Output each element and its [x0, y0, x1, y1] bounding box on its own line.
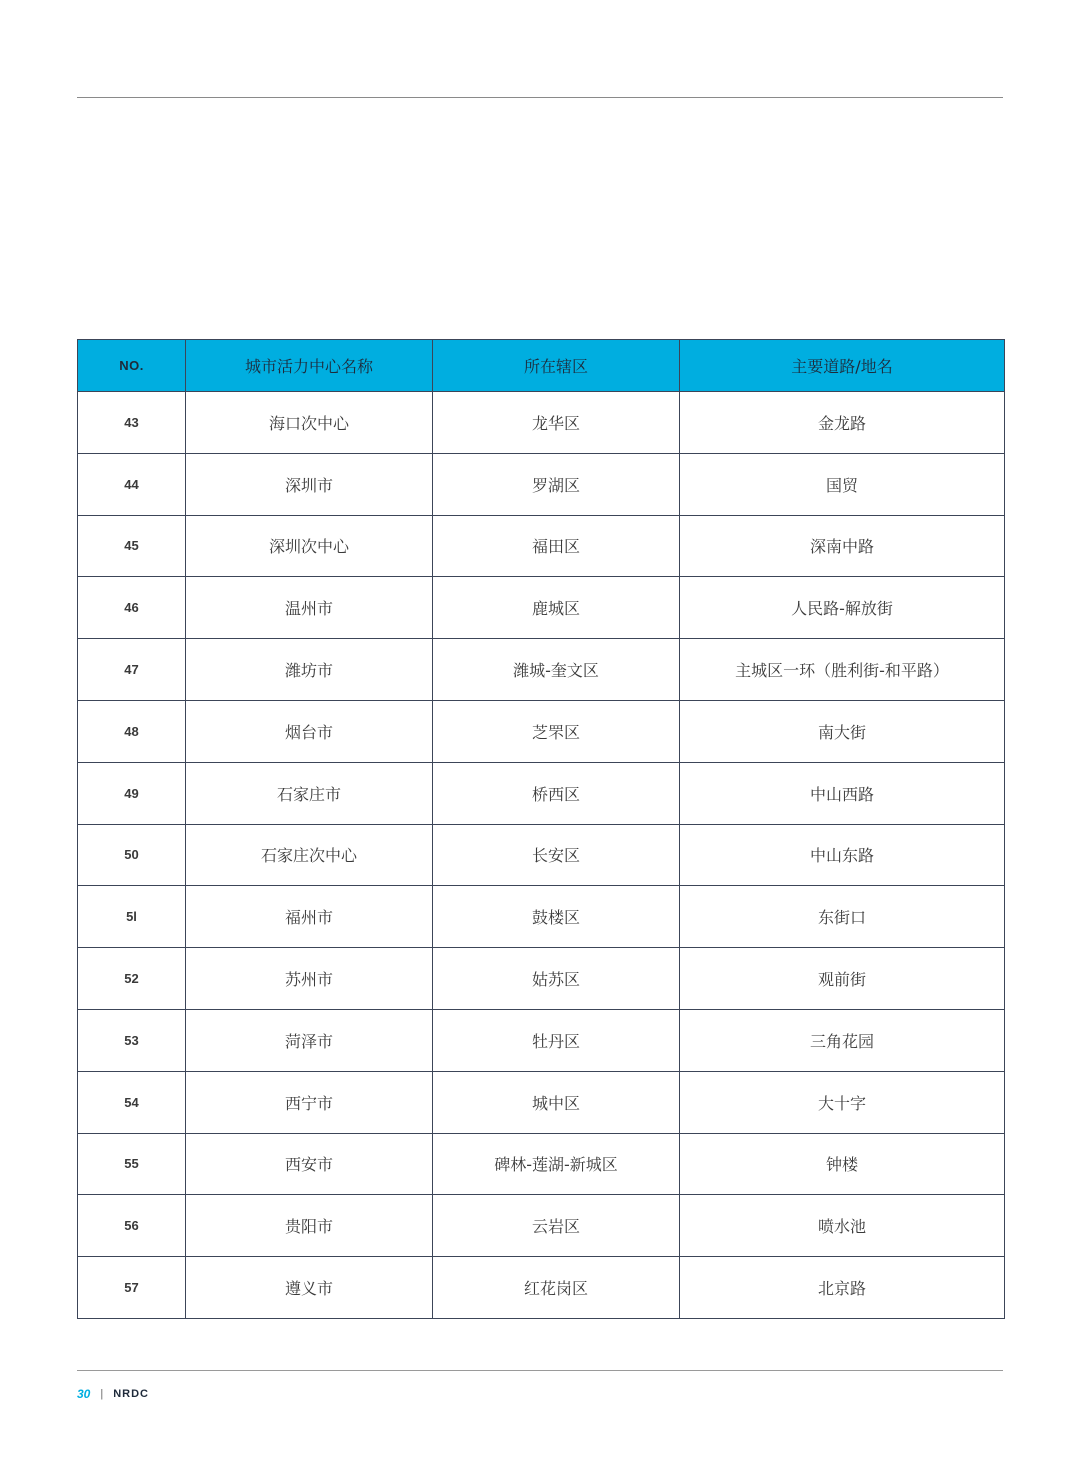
cell-center-name: 温州市	[186, 577, 433, 639]
table-row	[78, 515, 1005, 577]
cell-no: 53	[78, 1009, 186, 1071]
cell-district: 潍城-奎文区	[433, 639, 680, 701]
cell-district: 龙华区	[433, 392, 680, 454]
cell-district: 罗湖区	[433, 453, 680, 515]
cell-no: 45	[78, 515, 186, 577]
cell-center-name: 贵阳市	[186, 1195, 433, 1257]
cell-district: 碑林-莲湖-新城区	[433, 1133, 680, 1195]
cell-center-name: 菏泽市	[186, 1009, 433, 1071]
page-footer	[77, 1385, 149, 1403]
table-row	[78, 886, 1005, 948]
cell-no: 54	[78, 1071, 186, 1133]
cell-no: 46	[78, 577, 186, 639]
footer-separator: |	[100, 1388, 104, 1400]
cell-center-name: 海口次中心	[186, 392, 433, 454]
header-row	[78, 340, 1005, 392]
cell-center-name: 深圳市	[186, 453, 433, 515]
cell-main-road: 观前街	[680, 948, 1005, 1010]
cell-center-name: 西安市	[186, 1133, 433, 1195]
cell-center-name: 石家庄次中心	[186, 824, 433, 886]
cell-no: 5l	[78, 886, 186, 948]
table-row	[78, 392, 1005, 454]
header-district: 所在辖区	[433, 340, 680, 392]
cell-main-road: 南大街	[680, 700, 1005, 762]
table-row	[78, 762, 1005, 824]
cell-district: 福田区	[433, 515, 680, 577]
table-row	[78, 824, 1005, 886]
cell-no: 48	[78, 700, 186, 762]
footer-divider	[77, 1370, 1003, 1371]
cell-main-road: 人民路-解放街	[680, 577, 1005, 639]
cell-center-name: 西宁市	[186, 1071, 433, 1133]
table-row	[78, 453, 1005, 515]
cell-no: 44	[78, 453, 186, 515]
cell-no: 57	[78, 1257, 186, 1319]
cell-main-road: 金龙路	[680, 392, 1005, 454]
cell-main-road: 主城区一环（胜利街-和平路）	[680, 639, 1005, 701]
cell-no: 49	[78, 762, 186, 824]
cell-center-name: 遵义市	[186, 1257, 433, 1319]
city-vitality-center-table	[77, 339, 1005, 1319]
cell-district: 城中区	[433, 1071, 680, 1133]
cell-center-name: 福州市	[186, 886, 433, 948]
table-header	[78, 340, 1005, 392]
cell-district: 牡丹区	[433, 1009, 680, 1071]
cell-main-road: 大十字	[680, 1071, 1005, 1133]
table-row	[78, 1257, 1005, 1319]
cell-main-road: 东街口	[680, 886, 1005, 948]
cell-district: 姑苏区	[433, 948, 680, 1010]
header-main-road: 主要道路/地名	[680, 340, 1005, 392]
cell-main-road: 深南中路	[680, 515, 1005, 577]
cell-main-road: 北京路	[680, 1257, 1005, 1319]
cell-no: 47	[78, 639, 186, 701]
cell-no: 55	[78, 1133, 186, 1195]
cell-main-road: 中山西路	[680, 762, 1005, 824]
cell-main-road: 钟楼	[680, 1133, 1005, 1195]
table-row	[78, 1071, 1005, 1133]
cell-center-name: 烟台市	[186, 700, 433, 762]
cell-district: 云岩区	[433, 1195, 680, 1257]
cell-center-name: 苏州市	[186, 948, 433, 1010]
cell-district: 桥西区	[433, 762, 680, 824]
header-center-name: 城市活力中心名称	[186, 340, 433, 392]
table-row	[78, 577, 1005, 639]
table-row	[78, 1133, 1005, 1195]
table-body	[78, 392, 1005, 1319]
table-row	[78, 700, 1005, 762]
cell-no: 56	[78, 1195, 186, 1257]
cell-main-road: 国贸	[680, 453, 1005, 515]
organization-name: NRDC	[113, 1388, 149, 1400]
cell-center-name: 石家庄市	[186, 762, 433, 824]
cell-district: 芝罘区	[433, 700, 680, 762]
cell-district: 鼓楼区	[433, 886, 680, 948]
cell-district: 鹿城区	[433, 577, 680, 639]
header-no: NO.	[78, 340, 186, 392]
cell-district: 红花岗区	[433, 1257, 680, 1319]
cell-main-road: 中山东路	[680, 824, 1005, 886]
cell-center-name: 潍坊市	[186, 639, 433, 701]
table-row	[78, 948, 1005, 1010]
page-number: 30	[77, 1387, 91, 1401]
top-divider	[77, 97, 1003, 98]
cell-no: 43	[78, 392, 186, 454]
table-row	[78, 1195, 1005, 1257]
table-row	[78, 639, 1005, 701]
cell-no: 52	[78, 948, 186, 1010]
cell-main-road: 三角花园	[680, 1009, 1005, 1071]
cell-district: 长安区	[433, 824, 680, 886]
cell-main-road: 喷水池	[680, 1195, 1005, 1257]
cell-no: 50	[78, 824, 186, 886]
table-row	[78, 1009, 1005, 1071]
cell-center-name: 深圳次中心	[186, 515, 433, 577]
